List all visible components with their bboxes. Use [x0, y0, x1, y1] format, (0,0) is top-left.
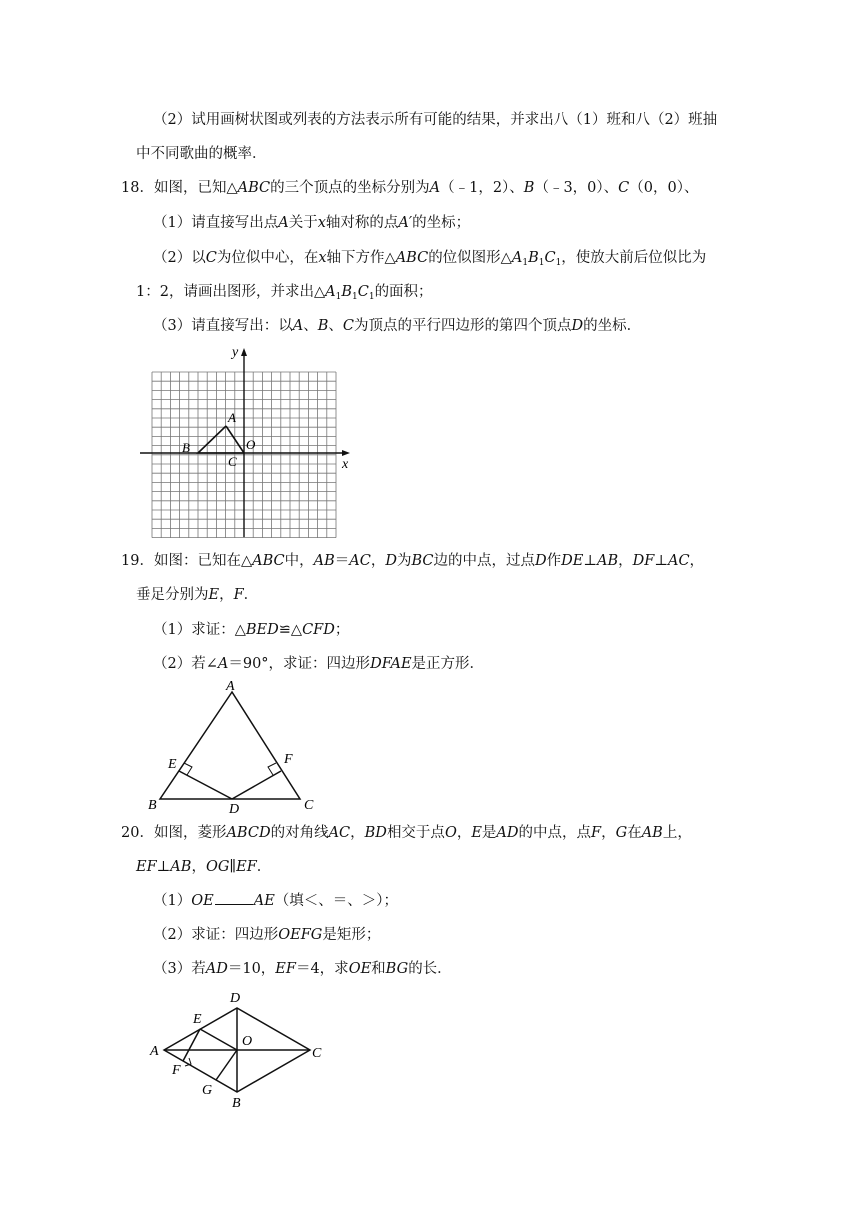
point-d-label: D — [230, 991, 241, 1006]
point-f-label: F — [284, 752, 293, 767]
point-e-label: E — [193, 1012, 202, 1027]
q20-stem-line1: 20．如图，菱形ABCD的对角线AC，BD相交于点O，E是AD的中点，点F，G在AB上， — [121, 825, 692, 841]
segment-og — [216, 1050, 237, 1080]
segment-de — [179, 771, 232, 799]
point-a-label: A — [228, 410, 236, 425]
point-c-label: C — [312, 1046, 322, 1061]
point-c-label: C — [304, 798, 314, 813]
point-b-label: B — [182, 440, 190, 455]
point-b-label: B — [148, 798, 157, 813]
q19-stem-line2: 垂足分别为E，F． — [136, 587, 259, 603]
answer-blank[interactable] — [215, 892, 253, 905]
point-f-label: F — [172, 1063, 181, 1078]
point-c-label: C — [228, 454, 237, 469]
point-o-label: O — [242, 1034, 253, 1049]
origin-label: O — [246, 437, 256, 452]
right-angle-mark-e — [184, 763, 192, 775]
q20-part2: （2）求证：四边形OEFG是矩形； — [153, 927, 381, 943]
segment-eo — [200, 1029, 237, 1050]
q20-part3: （3）若AD＝10，EF＝4，求OE和BG的长． — [153, 961, 452, 977]
x-axis-label: x — [342, 457, 349, 472]
q18-part2-line1: （2）以C为位似中心，在x轴下方作△ABC的位似图形$\triangle A_1B_1C_1$，使放大前后位似比为 — [153, 250, 707, 268]
q18-part3: （3）请直接写出：以A、B、C为顶点的平行四边形的第四个顶点D的坐标． — [153, 318, 642, 334]
point-e-label: E — [168, 757, 177, 772]
y-axis-arrow — [241, 348, 247, 356]
point-g-label: G — [202, 1083, 213, 1098]
q19-stem-line1: 19．如图：已知在△ABC中，AB＝AC，D为BC边的中点，过点D作DE⊥AB，DF⊥AC， — [121, 553, 705, 569]
point-b-label: B — [232, 1096, 241, 1111]
q17-part2-line2: 中不同歌曲的概率． — [136, 146, 267, 162]
q18-part2-line2: 1：2，请画出图形，并求出$\triangle A_1B_1C_1$的面积； — [136, 284, 433, 302]
point-d-label: D — [229, 802, 240, 816]
q20-stem-line2: EF⊥AB，OG∥EF． — [136, 859, 272, 875]
triangle-abc — [198, 426, 244, 453]
q19-triangle-figure — [140, 676, 330, 816]
q19-part1: （1）求证：△BED≌△CFD； — [153, 622, 350, 638]
point-a-label: A — [226, 679, 235, 694]
q18-part1: （1）请直接写出点A关于x轴对称的点A′的坐标； — [153, 215, 471, 231]
right-angle-mark-f — [268, 763, 276, 775]
q18-coordinate-grid-figure — [140, 342, 360, 542]
q20-part1: （1）OE AE（填＜、＝、＞）； — [153, 893, 399, 909]
x-axis-arrow — [342, 450, 350, 456]
triangle-abc — [160, 692, 300, 799]
point-a-label: A — [150, 1044, 159, 1059]
q19-part2: （2）若∠A＝90°，求证：四边形DFAE是正方形． — [153, 656, 485, 672]
q18-stem: 18．如图，已知△ABC的三个顶点的坐标分别为A（﹣1，2）、B（﹣3，0）、C（0，0）、 — [121, 180, 699, 196]
segment-df — [232, 771, 281, 799]
q17-part2-line1: （2）试用画树状图或列表的方法表示所有可能的结果，并求出八（1）班和八（2）班抽 — [153, 112, 718, 128]
q20-rhombus-figure — [140, 984, 340, 1114]
y-axis-label: y — [232, 345, 239, 360]
